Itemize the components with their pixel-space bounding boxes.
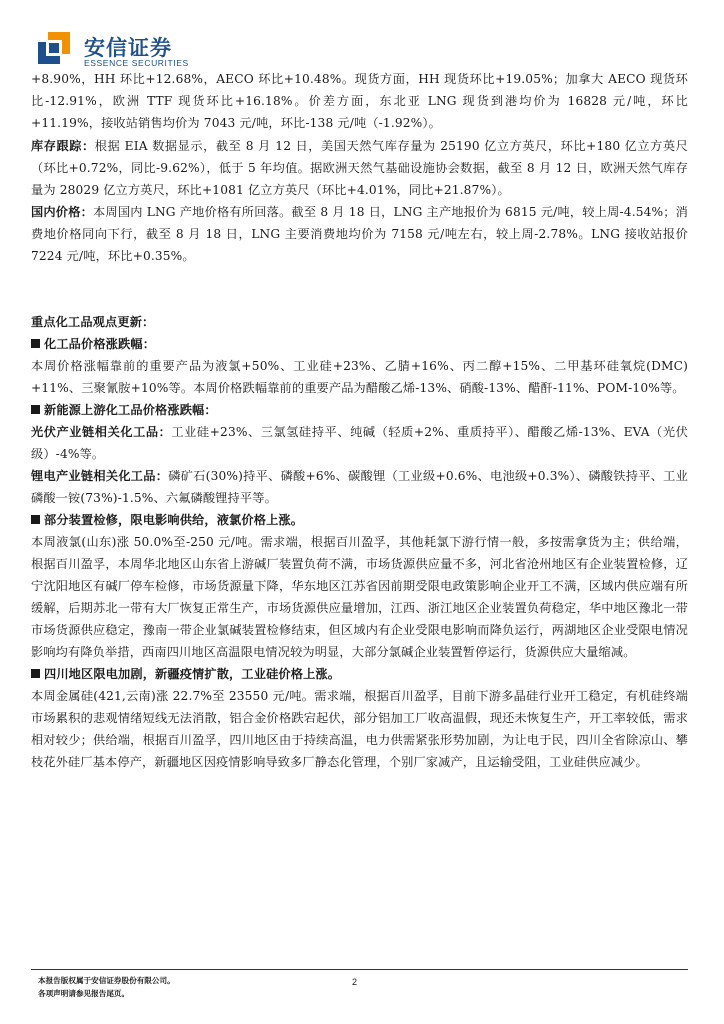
heading-new-energy: 新能源上游化工品价格涨跌幅： bbox=[31, 399, 688, 421]
paragraph-domestic-price: 国内价格：本周国内 LNG 产地价格有所回落。截至 8 月 18 日，LNG 主产地报价为 6815 元/吨，较上周-4.54%；消费地价格同向下行，截至 8 月 18 日，LNG 主要消费地均价为 7158 元/吨左右，较上周-2.78%。LNG 接收站报价 7224 元/吨，环比+0.35%。 bbox=[31, 205, 688, 263]
heading-liquid-chlorine: 部分装置检修，限电影响供给，液氯价格上涨。 bbox=[31, 509, 688, 531]
bullet-square-icon bbox=[31, 339, 40, 348]
footer-notes bbox=[38, 974, 175, 1000]
bullet-square-icon bbox=[31, 669, 40, 678]
bullet-square-icon bbox=[31, 515, 40, 524]
paragraph-lithium: 锂电产业链相关化工品：磷矿石(30%)持平、磷酸+6%、碳酸锂（工业级+0.6%、电池级+0.3%）、磷酸铁持平、工业磷酸一铵(73%)-1.5%、六氟磷酸锂持平等。 bbox=[31, 469, 688, 505]
brand-name-en: ESSENCE SECURITIES bbox=[84, 58, 189, 68]
bullet-square-icon bbox=[31, 405, 40, 414]
section-title: 重点化工品观点更新： bbox=[31, 315, 155, 329]
paragraph-liquid-chlorine: 本周液氯(山东)涨 50.0%至-250 元/吨。需求端，根据百川盈孚，其他耗氯下游行情一般，多按需拿货为主；供给端，根据百川盈孚，本周华北地区山东省上游碱厂装置负荷不满，市场货源供应量不多，河北省沧州地区有企业装置检修，辽宁沈阳地区有碱厂停车检修，市场货源量下降，华东地区江苏省因前期受限电政策影响企业开工不满，区域内供应端有所缓解，后期苏北一带有大厂恢复正常生产，市场货源供应量增加，江西、浙江地区企业装置负荷稳定，华中地区豫北一带市场货源供应稳定，豫南一带企业氯碱装置检修结束，但区域内有企业受限电影响而降负运行，两湖地区企业受限电情况影响均有降负举措，西南四川地区高温限电情况较为明显，大部分氯碱企业装置暂停运行，货源供应大量缩减。 bbox=[31, 535, 688, 659]
heading-price-change: 化工品价格涨跌幅： bbox=[31, 333, 688, 355]
paragraph-price-change: 本周价格涨幅靠前的重要产品为液氯+50%、工业硅+23%、乙腈+16%、丙二醇+15%、二甲基环硅氧烷(DMC) +11%、三聚氰胺+10%等。本周价格跌幅靠前的重要产品为醋酸乙烯-13%、硝酸-13%、醋酐-11%、POM-10%等。 bbox=[31, 359, 688, 395]
paragraph-photovoltaic: 光伏产业链相关化工品：工业硅+23%、三氯氢硅持平、纯碱（轻质+2%、重质持平）、醋酸乙烯-13%、EVA（光伏级）-4%等。 bbox=[31, 425, 689, 461]
footer-disclaimer: 各项声明请参见报告尾页。 bbox=[38, 989, 130, 998]
photovoltaic-label: 光伏产业链相关化工品： bbox=[31, 425, 172, 439]
inventory-label: 库存跟踪： bbox=[31, 139, 95, 153]
paragraph-industrial-silicon: 本周金属硅(421,云南)涨 22.7%至 23550 元/吨。需求端，根据百川盈孚，目前下游多晶硅行业开工稳定，有机硅终端市场累积的悲观情绪短线无法消散，铝合金价格跌宕起伏，部分铝加工厂收高温假，现还未恢复生产，开工率较低，需求相对较少；供给端，根据百川盈孚，四川地区由于持续高温，电力供需紧张形势加剧，为让电于民，四川全省除凉山、攀枝花外硅厂基本停产，新疆地区因疫情影响导致多厂静态化管理，个别厂家减产，且运输受阻，工业硅供应减少。 bbox=[31, 689, 688, 769]
report-header bbox=[36, 30, 336, 70]
footer-copyright: 本报告版权属于安信证券股份有限公司。 bbox=[38, 976, 175, 985]
brand-name-cn: 安信证券 bbox=[84, 36, 172, 60]
essence-logo-icon bbox=[36, 30, 72, 66]
page-number: 2 bbox=[352, 977, 358, 987]
report-body bbox=[31, 68, 688, 773]
lithium-label: 锂电产业链相关化工品： bbox=[31, 469, 169, 483]
paragraph-inventory: 库存跟踪：根据 EIA 数据显示，截至 8 月 12 日，美国天然气库存量为 25190 亿立方英尺，环比+180 亿立方英尺（环比+0.72%，同比-9.62%），低于 5 年均值。据欧洲天然气基础设施协会数据，截至 8 月 12 日，欧洲天然气库存量为 28029 亿立方英尺，环比+1081 亿立方英尺（环比+4.01%，同比+21.87%）。 bbox=[31, 139, 688, 197]
domestic-price-label: 国内价格： bbox=[31, 205, 94, 219]
footer-divider bbox=[31, 969, 688, 970]
paragraph-gas-prices: +8.90%，HH 环比+12.68%，AECO 环比+10.48%。现货方面，HH 现货环比+19.05%；加拿大 AECO 现货环比-12.91%，欧洲 TTF 现货环比+16.18%。价差方面，东北亚 LNG 现货到港均价为 16828 元/吨，环比+11.19%，接收站销售均价为 7043 元/吨，环比-138 元/吨（-1.92%）。 bbox=[31, 72, 688, 130]
heading-industrial-silicon: 四川地区限电加剧，新疆疫情扩散，工业硅价格上涨。 bbox=[31, 663, 688, 685]
